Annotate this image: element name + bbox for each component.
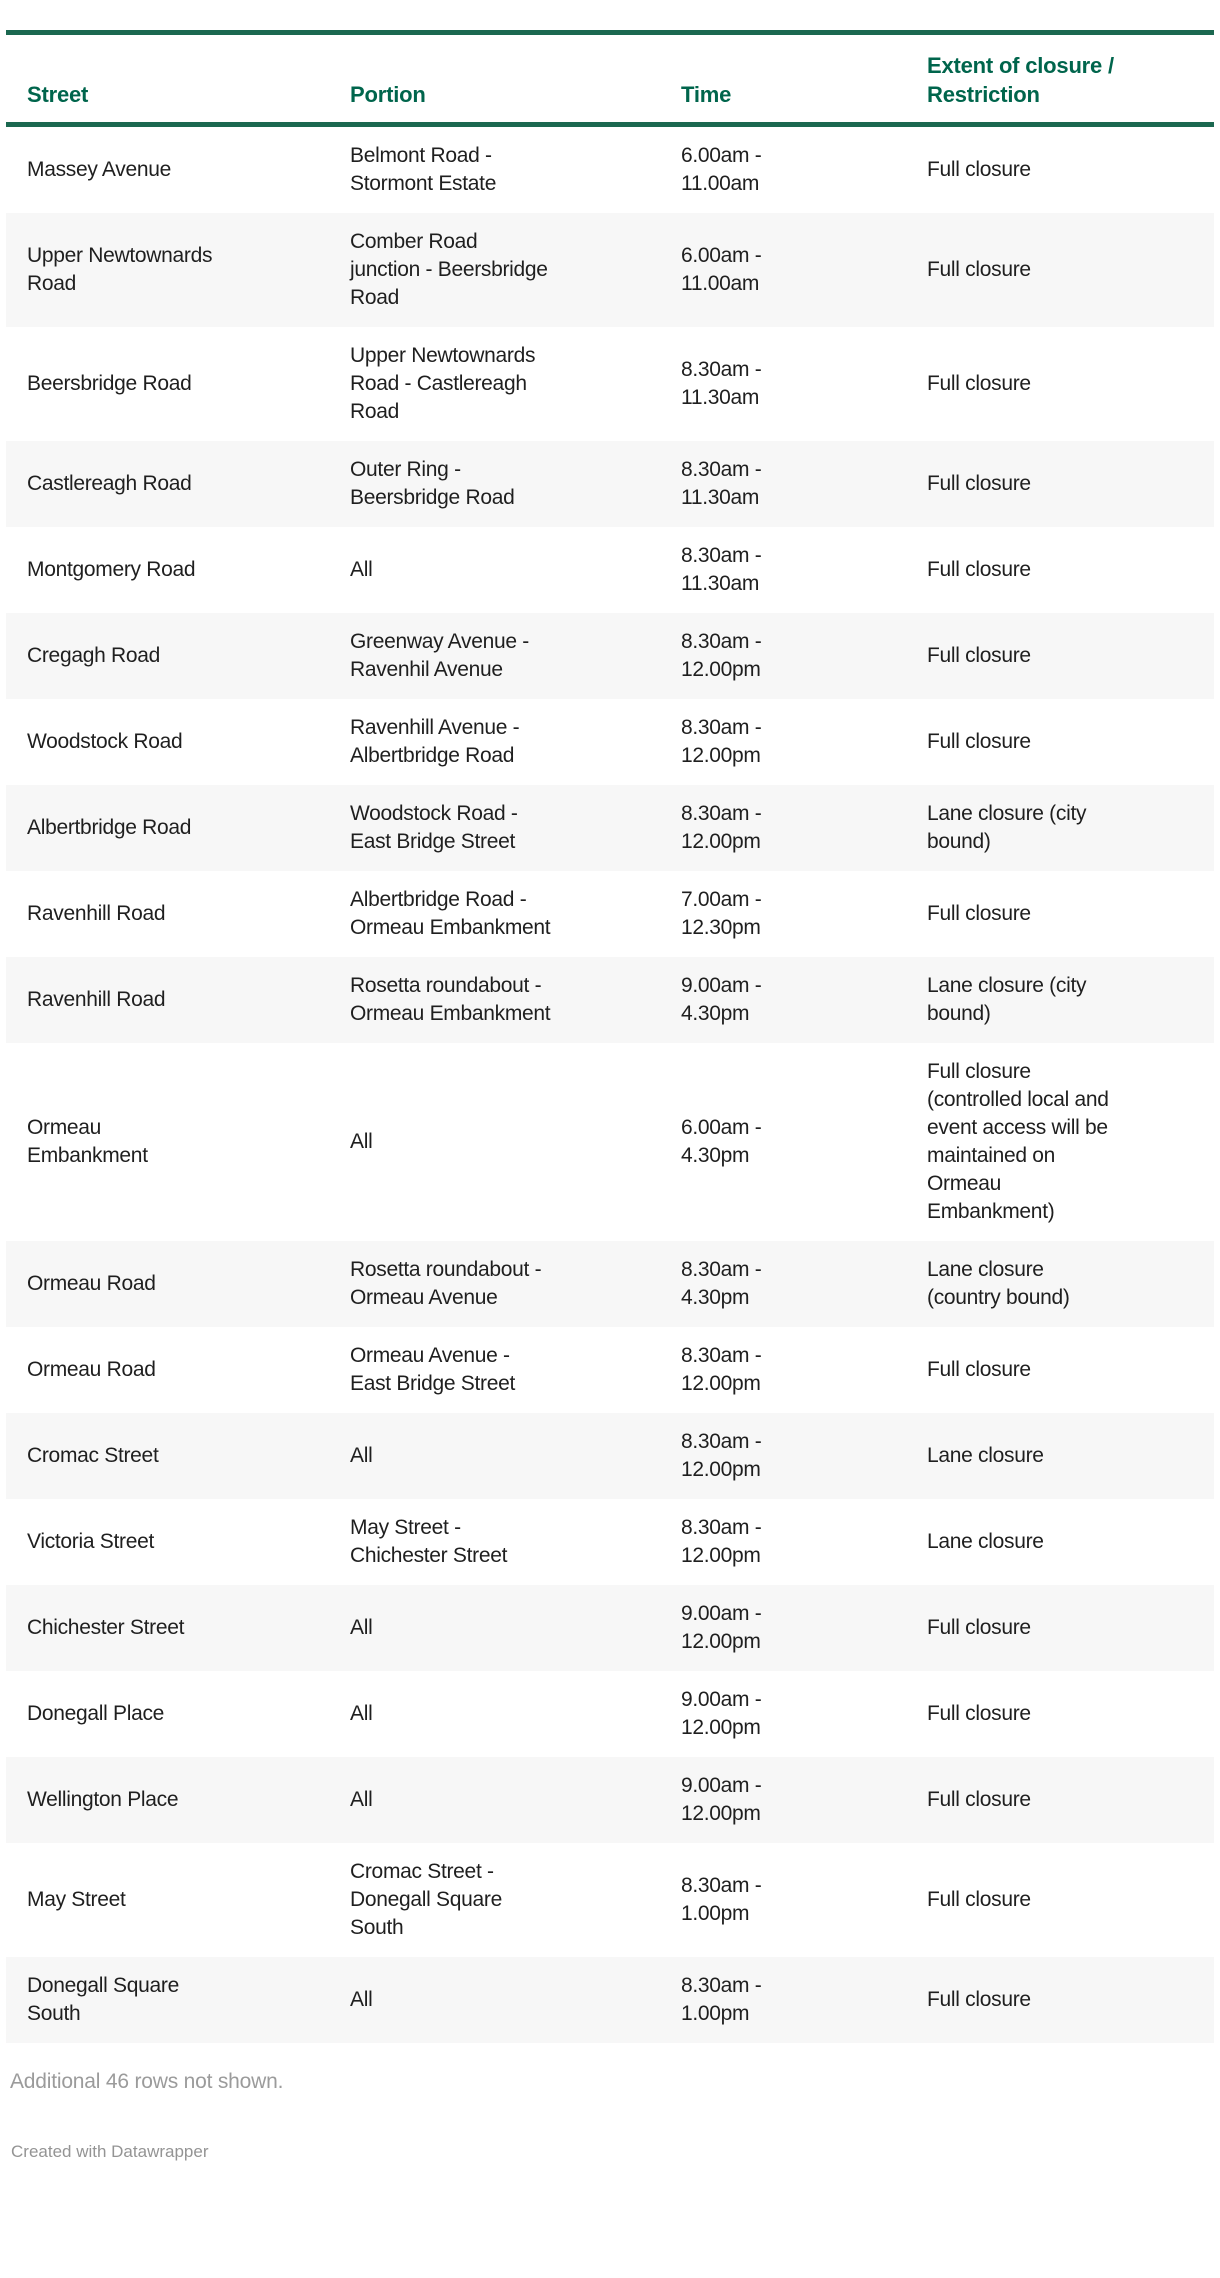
cell-portion: All [350,1702,373,1725]
cell-time: 9.00am - 4.30pm [681,974,762,1025]
road-closures-table [6,30,1214,2043]
table-row [6,957,1214,1043]
cell-time: 9.00am - 12.00pm [681,1774,762,1825]
table-row [6,125,1214,214]
cell-time: 8.30am - 12.00pm [681,716,762,767]
cell-street: May Street [27,1888,126,1911]
cell-portion: Greenway Avenue - Ravenhil Avenue [350,630,529,681]
cell-extent: Full closure [927,258,1031,281]
cell-street: Victoria Street [27,1530,155,1553]
cell-time: 8.30am - 1.00pm [681,1874,762,1925]
cell-street: Ravenhill Road [27,988,166,1011]
cell-portion: Cromac Street - Donegall Square South [350,1860,502,1939]
cell-extent: Lane closure [927,1444,1044,1467]
column-header-portion: Portion [350,82,426,107]
cell-time: 6.00am - 11.00am [681,144,762,195]
cell-street: Castlereagh Road [27,472,192,495]
table-body [6,125,1214,2044]
cell-street: Wellington Place [27,1788,179,1811]
table-header [6,33,1214,125]
cell-extent: Full closure [927,472,1031,495]
cell-extent: Lane closure [927,1530,1044,1553]
cell-street: Ravenhill Road [27,902,166,925]
cell-street: Massey Avenue [27,158,171,181]
cell-portion: Outer Ring - Beersbridge Road [350,458,515,509]
table-row [6,1241,1214,1327]
cell-extent: Full closure [927,158,1031,181]
cell-portion: Ormeau Avenue - East Bridge Street [350,1344,516,1395]
cell-portion: All [350,1788,373,1811]
cell-time: 9.00am - 12.00pm [681,1602,762,1653]
cell-time: 8.30am - 1.00pm [681,1974,762,2025]
cell-portion: All [350,558,373,581]
cell-time: 8.30am - 12.00pm [681,1430,762,1481]
datawrapper-credit-link[interactable]: Created with Datawrapper [11,2142,209,2161]
cell-street: Cregagh Road [27,644,160,667]
cell-street: Beersbridge Road [27,372,192,395]
cell-extent: Full closure [927,1358,1031,1381]
cell-extent: Lane closure (city bound) [927,974,1087,1025]
cell-extent: Full closure [927,902,1031,925]
table-row [6,871,1214,957]
table-row [6,1413,1214,1499]
rows-not-shown-note: Additional 46 rows not shown. [10,2070,284,2093]
cell-extent: Full closure [927,1888,1031,1911]
cell-portion: Upper Newtownards Road - Castlereagh Road [350,344,536,423]
table-row [6,785,1214,871]
cell-time: 6.00am - 11.00am [681,244,762,295]
cell-portion: Ravenhill Avenue - Albertbridge Road [350,716,520,767]
cell-extent: Full closure [927,1988,1031,2011]
cell-time: 8.30am - 12.00pm [681,1344,762,1395]
cell-time: 8.30am - 12.00pm [681,630,762,681]
table-row [6,213,1214,327]
cell-time: 7.00am - 12.30pm [681,888,762,939]
table-row [6,1843,1214,1957]
cell-extent: Lane closure (city bound) [927,802,1087,853]
cell-street: Ormeau Road [27,1272,156,1295]
credit-line [6,2141,1214,2162]
table-row [6,527,1214,613]
table-row [6,1043,1214,1241]
cell-portion: Comber Road junction - Beersbridge Road [350,230,548,309]
cell-time: 8.30am - 11.30am [681,458,762,509]
cell-extent: Full closure [927,644,1031,667]
cell-portion: Rosetta roundabout - Ormeau Avenue [350,1258,542,1309]
cell-time: 6.00am - 4.30pm [681,1116,762,1167]
cell-time: 8.30am - 4.30pm [681,1258,762,1309]
cell-time: 8.30am - 12.00pm [681,1516,762,1567]
cell-extent: Full closure [927,730,1031,753]
table-row [6,1671,1214,1757]
cell-portion: May Street - Chichester Street [350,1516,508,1567]
table-row [6,1957,1214,2043]
cell-extent: Full closure [927,1616,1031,1639]
cell-portion: All [350,1616,373,1639]
column-header-time: Time [681,82,732,107]
cell-portion: All [350,1988,373,2011]
table-row [6,327,1214,441]
cell-street: Donegall Place [27,1702,165,1725]
cell-street: Cromac Street [27,1444,159,1467]
cell-street: Albertbridge Road [27,816,192,839]
cell-extent: Full closure [927,372,1031,395]
cell-street: Chichester Street [27,1616,185,1639]
cell-street: Donegall Square South [27,1974,179,2025]
table-row [6,1327,1214,1413]
cell-time: 9.00am - 12.00pm [681,1688,762,1739]
cell-portion: All [350,1444,373,1467]
cell-street: Montgomery Road [27,558,196,581]
cell-portion: Albertbridge Road - Ormeau Embankment [350,888,551,939]
table-row [6,613,1214,699]
cell-extent: Full closure [927,1702,1031,1725]
table-row [6,699,1214,785]
cell-street: Upper Newtownards Road [27,244,213,295]
cell-street: Woodstock Road [27,730,183,753]
cell-extent: Full closure [927,1788,1031,1811]
header-row [6,33,1214,125]
column-header-extent: Extent of closure / Restriction [927,53,1114,107]
cell-street: Ormeau Road [27,1358,156,1381]
cell-time: 8.30am - 11.30am [681,544,762,595]
table-row [6,1585,1214,1671]
table-row [6,1499,1214,1585]
cell-portion: Rosetta roundabout - Ormeau Embankment [350,974,551,1025]
table-row [6,1757,1214,1843]
cell-portion: All [350,1130,373,1153]
cell-street: Ormeau Embankment [27,1116,148,1167]
cell-portion: Woodstock Road - East Bridge Street [350,802,518,853]
column-header-street: Street [27,82,89,107]
cell-time: 8.30am - 12.00pm [681,802,762,853]
cell-extent: Full closure [927,558,1031,581]
cell-extent: Lane closure (country bound) [927,1258,1070,1309]
cell-extent: Full closure (controlled local and event access will be maintained on Ormeau Embankment) [927,1060,1109,1223]
cell-time: 8.30am - 11.30am [681,358,762,409]
table-row [6,441,1214,527]
cell-portion: Belmont Road - Stormont Estate [350,144,497,195]
